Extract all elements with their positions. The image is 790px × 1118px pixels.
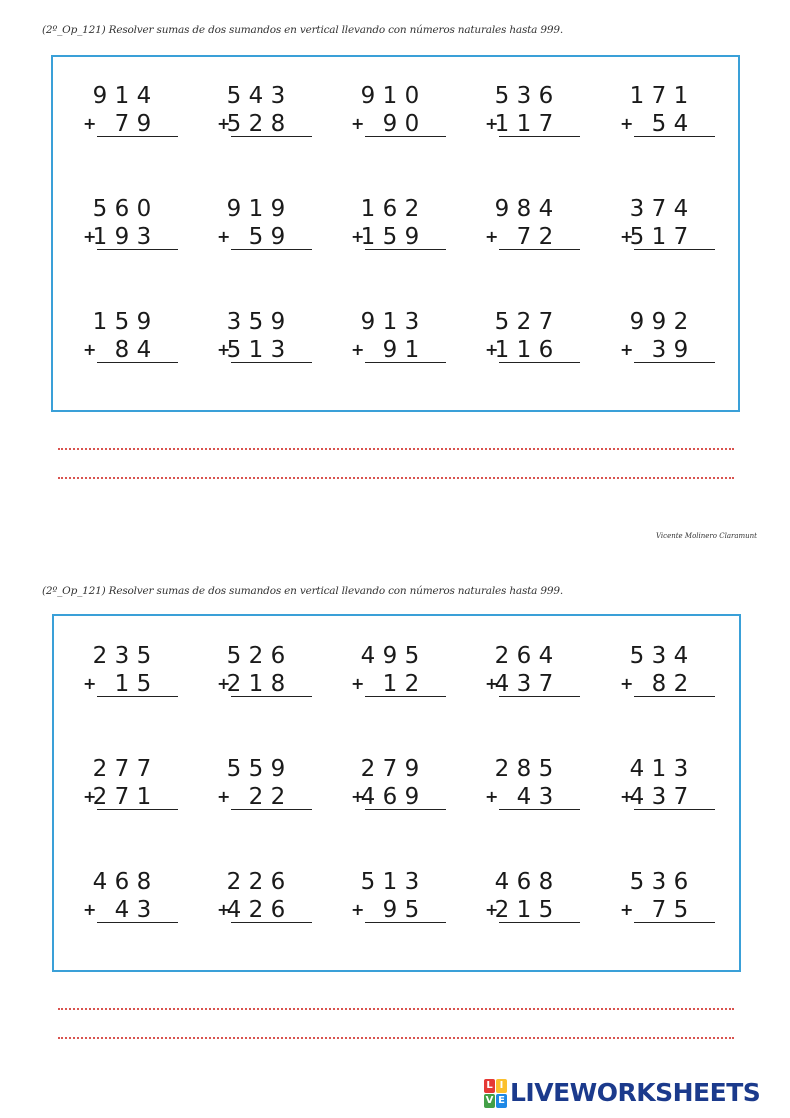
addend-bottom: 1 9 3 bbox=[92, 224, 152, 250]
addend-bottom: 9 5 bbox=[382, 897, 420, 923]
addition-problem bbox=[614, 196, 714, 266]
addition-problem bbox=[211, 756, 311, 826]
addition-problem bbox=[77, 309, 177, 379]
addend-top: 4 6 8 bbox=[494, 869, 554, 895]
sum-line bbox=[231, 922, 312, 923]
addend-bottom: 3 9 bbox=[651, 337, 689, 363]
plus-sign: + bbox=[620, 787, 634, 806]
sum-line bbox=[97, 362, 178, 363]
addition-problem bbox=[479, 643, 579, 713]
sum-line bbox=[231, 249, 312, 250]
addend-top: 2 8 5 bbox=[494, 756, 554, 782]
sum-line bbox=[365, 249, 446, 250]
addend-bottom: 9 0 bbox=[382, 111, 420, 137]
plus-sign: + bbox=[485, 674, 499, 693]
plus-sign: + bbox=[620, 227, 634, 246]
sum-line bbox=[231, 696, 312, 697]
answer-dotted-line[interactable] bbox=[58, 448, 734, 450]
plus-sign: + bbox=[83, 787, 97, 806]
sum-line bbox=[634, 136, 715, 137]
addend-top: 4 6 8 bbox=[92, 869, 152, 895]
sum-line bbox=[634, 362, 715, 363]
sum-line bbox=[365, 809, 446, 810]
sum-line bbox=[365, 136, 446, 137]
logo-letter-tile: V bbox=[485, 1095, 494, 1106]
addend-bottom: 7 9 bbox=[114, 111, 152, 137]
addend-top: 9 9 2 bbox=[629, 309, 689, 335]
addend-bottom: 1 1 7 bbox=[494, 111, 554, 137]
plus-sign: + bbox=[351, 787, 365, 806]
addend-top: 1 6 2 bbox=[360, 196, 420, 222]
addend-top: 1 7 1 bbox=[629, 83, 689, 109]
addition-problem bbox=[211, 869, 311, 939]
addend-top: 9 1 0 bbox=[360, 83, 420, 109]
sum-line bbox=[97, 136, 178, 137]
addend-top: 9 1 3 bbox=[360, 309, 420, 335]
sum-line bbox=[97, 696, 178, 697]
sum-line bbox=[499, 249, 580, 250]
sum-line bbox=[97, 809, 178, 810]
addend-bottom: 7 5 bbox=[651, 897, 689, 923]
addend-bottom: 2 2 bbox=[248, 784, 286, 810]
addition-problem bbox=[479, 869, 579, 939]
sum-line bbox=[499, 809, 580, 810]
sum-line bbox=[365, 696, 446, 697]
addend-top: 5 3 6 bbox=[629, 869, 689, 895]
plus-sign: + bbox=[485, 900, 499, 919]
addend-bottom: 1 1 6 bbox=[494, 337, 554, 363]
addend-bottom: 8 4 bbox=[114, 337, 152, 363]
addend-top: 2 2 6 bbox=[226, 869, 286, 895]
addend-bottom: 4 3 7 bbox=[629, 784, 689, 810]
addition-problem bbox=[345, 196, 445, 266]
addition-problem bbox=[211, 309, 311, 379]
addend-top: 2 7 7 bbox=[92, 756, 152, 782]
plus-sign: + bbox=[83, 900, 97, 919]
addend-bottom: 2 1 5 bbox=[494, 897, 554, 923]
addend-bottom: 2 7 1 bbox=[92, 784, 152, 810]
addend-bottom: 2 1 8 bbox=[226, 671, 286, 697]
plus-sign: + bbox=[351, 340, 365, 359]
addend-top: 5 2 7 bbox=[494, 309, 554, 335]
addend-bottom: 9 1 bbox=[382, 337, 420, 363]
addition-problem bbox=[614, 756, 714, 826]
addend-bottom: 5 1 7 bbox=[629, 224, 689, 250]
sum-line bbox=[365, 922, 446, 923]
addition-problem bbox=[345, 756, 445, 826]
plus-sign: + bbox=[351, 674, 365, 693]
addend-top: 2 3 5 bbox=[92, 643, 152, 669]
plus-sign: + bbox=[217, 340, 231, 359]
plus-sign: + bbox=[485, 787, 499, 806]
sum-line bbox=[231, 362, 312, 363]
addend-bottom: 5 4 bbox=[651, 111, 689, 137]
sum-line bbox=[499, 136, 580, 137]
plus-sign: + bbox=[485, 114, 499, 133]
plus-sign: + bbox=[485, 340, 499, 359]
addition-problem bbox=[345, 643, 445, 713]
addend-top: 4 9 5 bbox=[360, 643, 420, 669]
sum-line bbox=[231, 809, 312, 810]
addend-bottom: 7 2 bbox=[516, 224, 554, 250]
addition-problem bbox=[479, 756, 579, 826]
plus-sign: + bbox=[83, 340, 97, 359]
addition-problem bbox=[77, 643, 177, 713]
addend-top: 2 7 9 bbox=[360, 756, 420, 782]
answer-dotted-line[interactable] bbox=[58, 1008, 734, 1010]
plus-sign: + bbox=[217, 674, 231, 693]
sum-line bbox=[634, 922, 715, 923]
plus-sign: + bbox=[620, 114, 634, 133]
addition-problem bbox=[479, 196, 579, 266]
liveworksheets-icon bbox=[484, 1079, 506, 1107]
plus-sign: + bbox=[620, 340, 634, 359]
instruction-text: (2º_Op_121) Resolver sumas de dos sumandos en vertical llevando con números naturales hasta 999. bbox=[42, 585, 563, 597]
logo-letter-tile: L bbox=[484, 1079, 495, 1093]
addend-top: 9 1 4 bbox=[92, 83, 152, 109]
sum-line bbox=[634, 249, 715, 250]
addend-bottom: 4 2 6 bbox=[226, 897, 286, 923]
addend-bottom: 8 2 bbox=[651, 671, 689, 697]
addition-problem bbox=[479, 309, 579, 379]
sum-line bbox=[634, 696, 715, 697]
addend-top: 5 1 3 bbox=[360, 869, 420, 895]
addition-problem bbox=[345, 869, 445, 939]
addend-top: 5 2 6 bbox=[226, 643, 286, 669]
plus-sign: + bbox=[217, 900, 231, 919]
addend-bottom: 4 3 bbox=[516, 784, 554, 810]
addend-top: 2 6 4 bbox=[494, 643, 554, 669]
addend-top: 9 1 9 bbox=[226, 196, 286, 222]
addition-problem bbox=[345, 83, 445, 153]
addend-top: 1 5 9 bbox=[92, 309, 152, 335]
addend-top: 5 4 3 bbox=[226, 83, 286, 109]
sum-line bbox=[365, 362, 446, 363]
plus-sign: + bbox=[351, 227, 365, 246]
addend-top: 9 8 4 bbox=[494, 196, 554, 222]
answer-dotted-line[interactable] bbox=[58, 1037, 734, 1039]
plus-sign: + bbox=[351, 114, 365, 133]
addition-problem bbox=[345, 309, 445, 379]
addend-top: 3 7 4 bbox=[629, 196, 689, 222]
instruction-text: (2º_Op_121) Resolver sumas de dos sumandos en vertical llevando con números naturales hasta 999. bbox=[42, 24, 563, 36]
author-credit: Vicente Molinero Claramunt bbox=[656, 532, 757, 540]
addend-top: 5 5 9 bbox=[226, 756, 286, 782]
sum-line bbox=[97, 922, 178, 923]
plus-sign: + bbox=[217, 227, 231, 246]
addend-top: 5 6 0 bbox=[92, 196, 152, 222]
plus-sign: + bbox=[217, 787, 231, 806]
addition-problem bbox=[77, 869, 177, 939]
addition-problem bbox=[479, 83, 579, 153]
logo-letter-tile: E bbox=[496, 1094, 507, 1108]
liveworksheets-logo bbox=[484, 1078, 760, 1107]
plus-sign: + bbox=[83, 114, 97, 133]
plus-sign: + bbox=[351, 900, 365, 919]
sum-line bbox=[231, 136, 312, 137]
logo-letter-tile: I bbox=[496, 1079, 507, 1093]
addition-problem bbox=[211, 643, 311, 713]
addition-problem bbox=[77, 756, 177, 826]
addition-problem bbox=[211, 196, 311, 266]
sum-line bbox=[634, 809, 715, 810]
answer-dotted-line[interactable] bbox=[58, 477, 734, 479]
addend-bottom: 4 3 bbox=[114, 897, 152, 923]
plus-sign: + bbox=[83, 674, 97, 693]
addend-bottom: 5 9 bbox=[248, 224, 286, 250]
addend-bottom: 1 5 9 bbox=[360, 224, 420, 250]
plus-sign: + bbox=[83, 227, 97, 246]
sum-line bbox=[499, 922, 580, 923]
addition-problem bbox=[77, 83, 177, 153]
addend-bottom: 1 5 bbox=[114, 671, 152, 697]
addend-bottom: 1 2 bbox=[382, 671, 420, 697]
plus-sign: + bbox=[485, 227, 499, 246]
addend-top: 4 1 3 bbox=[629, 756, 689, 782]
plus-sign: + bbox=[620, 900, 634, 919]
addend-top: 5 3 6 bbox=[494, 83, 554, 109]
addition-problem bbox=[211, 83, 311, 153]
sum-line bbox=[499, 696, 580, 697]
addition-problem bbox=[614, 83, 714, 153]
addend-top: 5 3 4 bbox=[629, 643, 689, 669]
addend-top: 3 5 9 bbox=[226, 309, 286, 335]
plus-sign: + bbox=[620, 674, 634, 693]
addend-bottom: 5 1 3 bbox=[226, 337, 286, 363]
plus-sign: + bbox=[217, 114, 231, 133]
addend-bottom: 4 6 9 bbox=[360, 784, 420, 810]
addition-problem bbox=[77, 196, 177, 266]
addition-problem bbox=[614, 643, 714, 713]
addition-problem bbox=[614, 869, 714, 939]
addition-problem bbox=[614, 309, 714, 379]
sum-line bbox=[499, 362, 580, 363]
sum-line bbox=[97, 249, 178, 250]
addend-bottom: 4 3 7 bbox=[494, 671, 554, 697]
brand-name: LIVEWORKSHEETS bbox=[510, 1078, 761, 1107]
addend-bottom: 5 2 8 bbox=[226, 111, 286, 137]
